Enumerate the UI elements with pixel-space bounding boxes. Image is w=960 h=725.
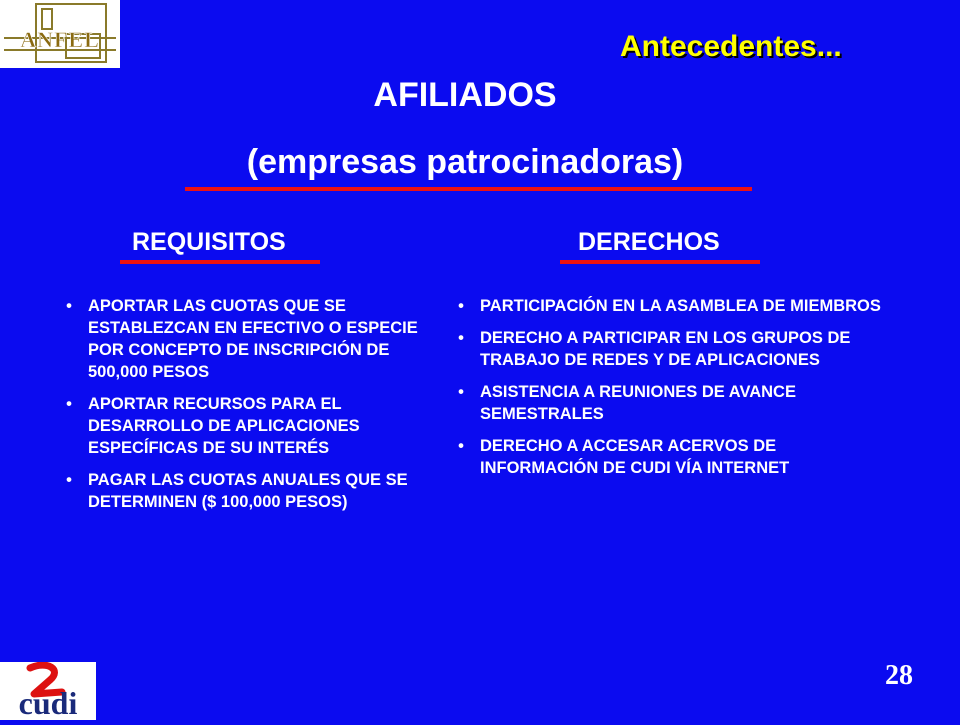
derechos-underline [560,260,760,264]
bullet-icon: • [66,297,72,315]
svg-text:cudi: cudi [18,685,78,720]
list-item-text: DERECHO A ACCESAR ACERVOS DE INFORMACIÓN DE CUDI VÍA INTERNET [480,437,790,477]
list-item-text: PARTICIPACIÓN EN LA ASAMBLEA DE MIEMBROS [480,297,881,315]
list-item-text: DERECHO A PARTICIPAR EN LOS GRUPOS DE TRABAJO DE REDES Y DE APLICACIONES [480,329,851,369]
section-title: Antecedentes... [620,30,842,63]
subtitle-underline [185,187,752,191]
list-item-text: APORTAR RECURSOS PARA EL DESARROLLO DE APLICACIONES ESPECÍFICAS DE SU INTERÉS [88,395,360,457]
bullet-icon: • [66,395,72,413]
list-item-text: APORTAR LAS CUOTAS QUE SE ESTABLEZCAN EN EFECTIVO O ESPECIE POR CONCEPTO DE INSCRIPCIÓN DE 500,000 PESOS [88,297,418,381]
anfel-logo [0,0,120,68]
list-item [61,393,431,459]
page-subtitle: (empresas patrocinadoras) [246,143,684,181]
bullet-icon: • [458,297,464,315]
cudi-logo [0,662,96,720]
bullet-icon: • [66,471,72,489]
list-item-text: PAGAR LAS CUOTAS ANUALES QUE SE DETERMINEN ($ 100,000 PESOS) [88,471,408,511]
list-item [453,295,893,317]
requisitos-underline [120,260,320,264]
svg-text:ANFEL: ANFEL [20,27,100,52]
page-number: 28 [885,660,913,691]
bullet-icon: • [458,329,464,347]
list-item [453,381,893,425]
list-item [61,469,431,513]
derechos-heading: DERECHOS [578,228,720,256]
list-item [453,435,893,479]
bullet-icon: • [458,437,464,455]
page-title: AFILIADOS [373,76,557,114]
list-item-text: ASISTENCIA A REUNIONES DE AVANCE SEMESTRALES [480,383,796,423]
list-item [453,327,893,371]
list-item [61,295,431,383]
requisitos-list [61,295,431,523]
derechos-list [453,295,893,489]
bullet-icon: • [458,383,464,401]
requisitos-heading: REQUISITOS [132,228,286,256]
